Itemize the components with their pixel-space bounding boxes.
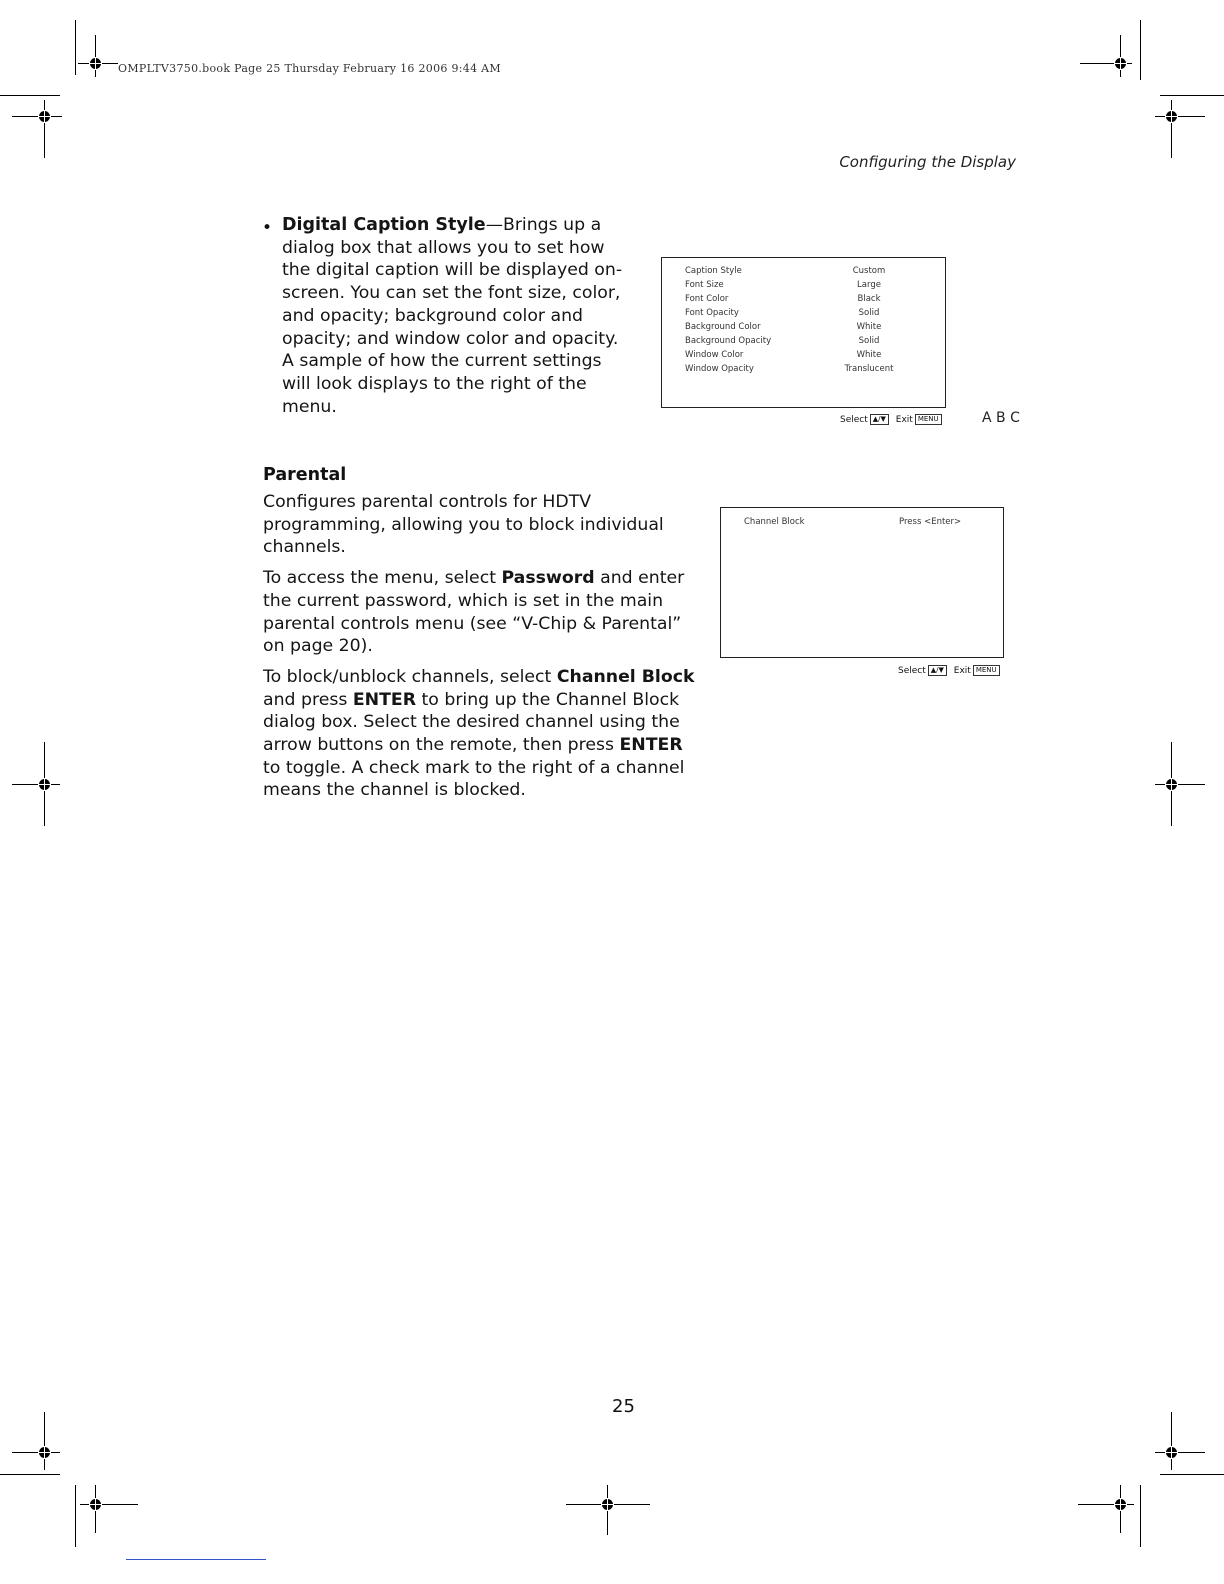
menu-row-label: Channel Block (744, 517, 805, 527)
registration-mark-icon (38, 778, 51, 791)
page-number: 25 (612, 1396, 635, 1417)
running-head: Configuring the Display (839, 153, 1016, 171)
enter-term: ENTER (352, 689, 417, 710)
menu-row-label: Background Color (685, 322, 761, 332)
text-run: and enter the current password, which is set in the main parental controls menu (see “V-Chip & Parental” on page 20). (263, 568, 685, 657)
select-label: Select (840, 415, 868, 425)
arrow-keys-icon: ▲/▼ (870, 414, 889, 425)
text-run: To block/unblock channels, select (263, 666, 557, 687)
menu-row-label: Caption Style (685, 266, 742, 276)
parental-paragraph-1: Configures parental controls for HDTV programming, allowing you to block individual channels. (263, 492, 664, 558)
exit-label: Exit (895, 415, 913, 425)
caption-style-paragraph (282, 214, 632, 418)
menu-row-value: Black (857, 294, 881, 304)
registration-mark-icon (1165, 1446, 1178, 1459)
select-label: Select (898, 666, 926, 676)
parental-menu (720, 507, 1004, 658)
channel-block-term: Channel Block (556, 666, 695, 687)
registration-mark-icon (89, 57, 102, 70)
menu-row-value: White (856, 322, 882, 332)
enter-term: ENTER (619, 735, 683, 756)
menu-row-label: Background Opacity (685, 336, 772, 346)
registration-mark-icon (601, 1498, 614, 1511)
menu-row-value: Press <Enter> (899, 517, 962, 527)
menu-row-value: Translucent (844, 364, 894, 374)
registration-mark-icon (89, 1498, 102, 1511)
menu-row-label: Font Opacity (685, 308, 739, 318)
parental-paragraph-3 (263, 666, 703, 802)
menu-row-value: Solid (858, 308, 880, 318)
menu-key-icon: MENU (915, 414, 942, 425)
parental-body (263, 491, 703, 810)
text-run: To access the menu, select (263, 568, 502, 589)
arrow-keys-icon: ▲/▼ (928, 665, 947, 676)
bullet: • (262, 218, 273, 238)
menu-key-icon: MENU (973, 665, 1000, 676)
text-run: to toggle. A check mark to the right of a channel means the channel is blocked. (263, 757, 685, 801)
registration-mark-icon (38, 1446, 51, 1459)
registration-mark-icon (1114, 57, 1127, 70)
parental-menu-footer (898, 665, 1004, 676)
registration-mark-icon (1165, 110, 1178, 123)
menu-row-value: Large (857, 280, 881, 290)
caption-style-description: —Brings up a dialog box that allows you to set how the digital caption will be displayed on-screen. You can set the font size, color, and opacity; background color and opacity; and window color and opacity. A sample of how the current settings will look displays to the right of the menu. (282, 215, 623, 417)
caption-sample: A B C (982, 410, 1020, 426)
menu-row-label: Window Opacity (685, 364, 754, 374)
text-run: and press (263, 689, 353, 710)
menu-row-label: Window Color (685, 350, 744, 360)
parental-heading: Parental (263, 465, 347, 485)
menu-row-label: Font Color (685, 294, 729, 304)
menu-row-label: Font Size (685, 280, 724, 290)
exit-label: Exit (953, 666, 971, 676)
caption-menu-footer (840, 414, 946, 425)
menu-row-value: Solid (858, 336, 880, 346)
text-run: to bring up the Channel Block dialog box. Select the desired channel using the arrow buttons on the remote, then press (263, 689, 680, 756)
menu-row-value: Custom (852, 266, 886, 276)
registration-mark-icon (1165, 778, 1178, 791)
password-term: Password (501, 568, 595, 589)
parental-paragraph-2 (263, 567, 703, 658)
menu-row-value: White (856, 350, 882, 360)
registration-mark-icon (1114, 1498, 1127, 1511)
slug-line: OMPLTV3750.book Page 25 Thursday February 16 2006 9:44 AM (118, 62, 501, 75)
registration-mark-icon (38, 110, 51, 123)
caption-style-menu (661, 257, 946, 408)
caption-style-term: Digital Caption Style (282, 215, 486, 235)
